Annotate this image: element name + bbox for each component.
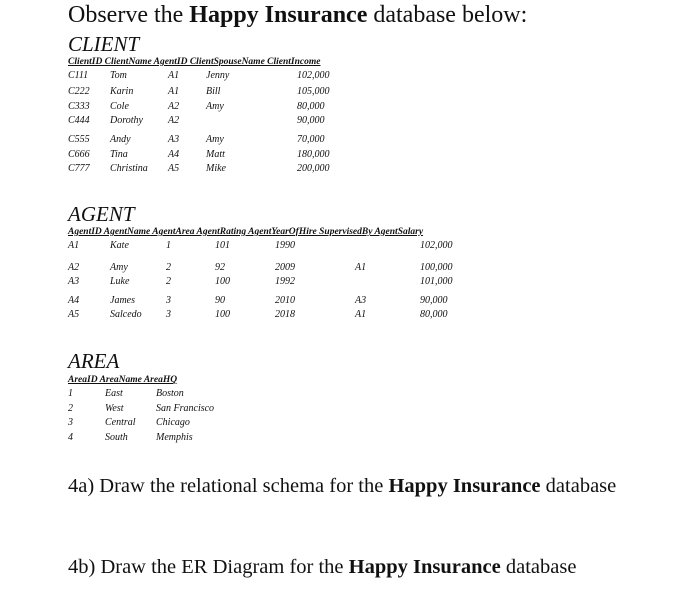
agent-title: AGENT xyxy=(68,202,135,226)
table-row xyxy=(0,240,700,254)
table-cell: 2 xyxy=(166,276,171,287)
table-cell: C666 xyxy=(68,149,90,160)
table-cell: Christina xyxy=(110,163,148,174)
table-cell: 1990 xyxy=(275,240,295,251)
table-cell: 2010 xyxy=(275,295,295,306)
table-cell: C333 xyxy=(68,101,90,112)
table-row xyxy=(0,149,700,163)
table-cell: 2 xyxy=(68,403,73,414)
table-cell: 70,000 xyxy=(297,134,325,145)
table-cell: A1 xyxy=(168,86,180,97)
table-cell: Tina xyxy=(110,149,128,160)
table-cell: 2018 xyxy=(275,309,295,320)
table-cell: Kate xyxy=(110,240,129,251)
table-cell: 92 xyxy=(215,262,225,273)
table-cell: Salcedo xyxy=(110,309,142,320)
table-cell: 3 xyxy=(166,295,171,306)
table-row xyxy=(0,388,700,402)
table-cell: Bill xyxy=(206,86,221,97)
table-row xyxy=(0,295,700,309)
table-cell: Mike xyxy=(206,163,226,174)
table-cell: A4 xyxy=(68,295,80,306)
table-cell: Amy xyxy=(110,262,128,273)
table-cell: 102,000 xyxy=(420,240,453,251)
table-cell: 90,000 xyxy=(297,115,325,126)
question-4b: 4b) Draw the ER Diagram for the Happy Insurance database xyxy=(68,556,577,578)
table-cell: A5 xyxy=(168,163,180,174)
table-cell: A2 xyxy=(68,262,80,273)
table-cell: South xyxy=(105,432,128,443)
table-cell: 1 xyxy=(166,240,171,251)
table-cell: 100 xyxy=(215,309,230,320)
table-cell: 1992 xyxy=(275,276,295,287)
table-cell: 101,000 xyxy=(420,276,453,287)
table-cell: 80,000 xyxy=(297,101,325,112)
table-cell: 80,000 xyxy=(420,309,448,320)
table-cell: 105,000 xyxy=(297,86,330,97)
table-cell: Central xyxy=(105,417,136,428)
table-cell: Tom xyxy=(110,70,127,81)
table-cell: A2 xyxy=(168,115,180,126)
table-cell: San Francisco xyxy=(156,403,215,414)
intro-text: Observe the Happy Insurance database below: xyxy=(68,2,528,28)
table-cell: Karin xyxy=(110,86,134,97)
table-cell: Cole xyxy=(110,101,129,112)
table-cell: 101 xyxy=(215,240,230,251)
area-title: AREA xyxy=(68,349,120,373)
table-cell: West xyxy=(105,403,124,414)
table-row xyxy=(0,403,700,417)
table-cell: Chicago xyxy=(156,417,190,428)
table-cell: A1 xyxy=(168,70,180,81)
table-cell: C555 xyxy=(68,134,90,145)
client-header: ClientID ClientName AgentID ClientSpouseName ClientIncome xyxy=(68,57,321,67)
table-cell: Amy xyxy=(206,134,224,145)
table-cell: 200,000 xyxy=(297,163,330,174)
table-cell: A5 xyxy=(68,309,80,320)
table-cell: A1 xyxy=(68,240,80,251)
table-cell: C444 xyxy=(68,115,90,126)
table-row xyxy=(0,70,700,84)
table-cell: A1 xyxy=(355,309,367,320)
table-cell: 2009 xyxy=(275,262,295,273)
table-cell: A4 xyxy=(168,149,180,160)
table-cell: C111 xyxy=(68,70,89,81)
question-4a: 4a) Draw the relational schema for the Happy Insurance database xyxy=(68,475,617,497)
table-cell: A2 xyxy=(168,101,180,112)
table-cell: 3 xyxy=(68,417,73,428)
table-cell: Dorothy xyxy=(110,115,143,126)
table-cell: 102,000 xyxy=(297,70,330,81)
table-row xyxy=(0,134,700,148)
table-cell: 4 xyxy=(68,432,73,443)
agent-header: AgentID AgentName AgentArea AgentRating AgentYearOfHire SupervisedBy AgentSalary xyxy=(68,227,424,237)
table-row xyxy=(0,163,700,177)
table-cell: 100 xyxy=(215,276,230,287)
table-cell: 1 xyxy=(68,388,73,399)
table-cell: Matt xyxy=(206,149,225,160)
table-cell: Jenny xyxy=(206,70,230,81)
table-cell: A3 xyxy=(355,295,367,306)
table-cell: A3 xyxy=(168,134,180,145)
table-cell: 3 xyxy=(166,309,171,320)
table-cell: 180,000 xyxy=(297,149,330,160)
table-cell: 100,000 xyxy=(420,262,453,273)
table-row xyxy=(0,101,700,115)
table-cell: A3 xyxy=(68,276,80,287)
table-cell: 90,000 xyxy=(420,295,448,306)
table-cell: Amy xyxy=(206,101,224,112)
table-row xyxy=(0,276,700,290)
table-cell: Boston xyxy=(156,388,184,399)
table-cell: Andy xyxy=(110,134,131,145)
client-title: CLIENT xyxy=(68,32,140,56)
area-header: AreaID AreaName AreaHQ xyxy=(68,375,178,385)
table-cell: 90 xyxy=(215,295,225,306)
table-cell: Luke xyxy=(110,276,130,287)
table-row xyxy=(0,432,700,446)
table-cell: 2 xyxy=(166,262,171,273)
table-cell: A1 xyxy=(355,262,367,273)
table-row xyxy=(0,262,700,276)
table-row xyxy=(0,86,700,100)
table-row xyxy=(0,115,700,129)
table-row xyxy=(0,417,700,431)
table-cell: Memphis xyxy=(156,432,193,443)
table-cell: East xyxy=(105,388,123,399)
table-cell: James xyxy=(110,295,135,306)
table-row xyxy=(0,309,700,323)
table-cell: C222 xyxy=(68,86,90,97)
table-cell: C777 xyxy=(68,163,90,174)
